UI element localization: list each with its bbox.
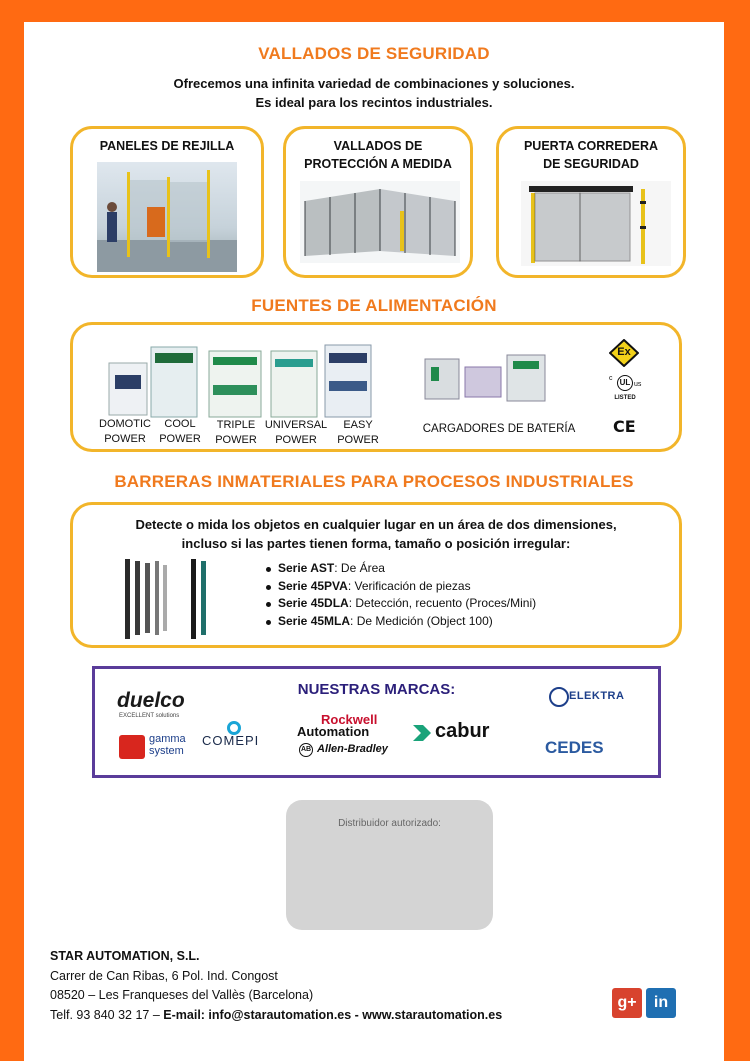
vallados-intro xyxy=(24,74,724,112)
custom-fence-image xyxy=(300,181,460,263)
series-name: Serie 45MLA xyxy=(278,613,351,628)
company-name: STAR AUTOMATION, S.L. xyxy=(50,949,200,963)
label-line1: DOMOTIC xyxy=(99,418,151,430)
cedes-logo: CEDES xyxy=(545,738,604,757)
series-desc: : Verificación de piezas xyxy=(347,578,471,593)
duelco-tagline: EXCELLENT solutions xyxy=(119,713,180,719)
elektra-icon xyxy=(549,687,569,707)
label-line1: EASY xyxy=(343,419,373,431)
label-cool-power xyxy=(155,417,205,447)
card-title-line2: DE SEGURIDAD xyxy=(543,157,639,171)
label-domotic-power xyxy=(98,417,152,447)
brands-title: NUESTRAS MARCAS: xyxy=(297,681,456,698)
label-triple-power xyxy=(211,418,261,448)
allen-bradley-logo: Allen-Bradley xyxy=(317,743,388,755)
label-line2: POWER xyxy=(104,433,146,445)
ce-mark-icon: CE xyxy=(613,417,636,436)
card-title-line1: PUERTA CORREDERA xyxy=(523,139,659,153)
address-line1: Carrer de Can Ribas, 6 Pol. Ind. Congost xyxy=(50,968,278,983)
section-title-fuentes: FUENTES DE ALIMENTACIÓN xyxy=(251,296,497,315)
ul-us: us xyxy=(634,381,642,388)
label-line2: POWER xyxy=(159,433,201,445)
card-title-line1: PANELES DE REJILLA xyxy=(99,139,235,153)
elektra-logo: ELEKTRA xyxy=(569,690,625,702)
card-title-line2: PROTECCIÓN A MEDIDA xyxy=(304,157,452,171)
footer-contact xyxy=(50,947,502,1025)
ul-mark: UL xyxy=(617,375,633,391)
cabur-logo: cabur xyxy=(435,720,490,742)
linkedin-icon[interactable]: in xyxy=(646,988,676,1018)
vallados-intro-line1: Ofrecemos una infinita variedad de combinaciones y soluciones. xyxy=(173,76,575,91)
series-desc: : De Medición (Object 100) xyxy=(350,613,493,628)
gamma-line1: gamma xyxy=(149,733,186,745)
comepi-logo: COMEPI xyxy=(202,733,260,748)
distributor-box xyxy=(286,800,493,930)
contact-line xyxy=(50,1006,502,1026)
ul-listed-text: LISTED xyxy=(614,395,636,401)
card-title xyxy=(499,137,683,173)
atex-ex-text: Ex xyxy=(617,346,631,358)
google-plus-icon[interactable]: g+ xyxy=(612,988,642,1018)
label-line1: COOL xyxy=(164,418,196,430)
label-line2: POWER xyxy=(275,434,317,446)
light-curtains-image xyxy=(121,557,225,641)
sliding-door-image xyxy=(521,181,671,266)
duelco-logo: duelco xyxy=(117,689,185,712)
rockwell-logo-line2: Automation xyxy=(297,724,370,739)
series-name: Serie 45PVA xyxy=(278,578,348,593)
allen-bradley-badge: AB xyxy=(299,743,313,757)
brands-box xyxy=(92,666,661,778)
list-item xyxy=(264,578,536,596)
barreras-intro xyxy=(73,515,679,553)
list-item xyxy=(264,595,536,613)
series-name: Serie AST xyxy=(278,561,335,575)
barreras-intro-line2: incluso si las partes tienen forma, tamaño o posición irregular: xyxy=(181,536,571,551)
power-supplies-panel xyxy=(70,322,682,452)
atex-ex-icon xyxy=(609,339,639,367)
cabur-arrow-icon xyxy=(413,725,431,741)
address-line2: 08520 – Les Franqueses del Vallès (Barcelona) xyxy=(50,988,314,1002)
vallados-intro-line2: Es ideal para los recintos industriales. xyxy=(255,95,493,110)
gamma-line2: system xyxy=(149,745,184,757)
brochure-page xyxy=(24,22,724,1061)
ul-c: c xyxy=(609,375,613,382)
gamma-system-icon xyxy=(119,735,145,759)
card-title-line1: VALLADOS DE xyxy=(333,139,423,153)
series-desc: : De Área xyxy=(334,561,385,575)
card-paneles-rejilla xyxy=(70,126,264,278)
label-line1: TRIPLE xyxy=(216,419,256,431)
email-web[interactable]: E-mail: info@starautomation.es - www.starautomation.es xyxy=(163,1007,503,1022)
label-universal-power xyxy=(263,418,329,448)
label-easy-power xyxy=(333,418,383,448)
gamma-system-logo xyxy=(149,733,186,757)
list-item xyxy=(264,613,536,631)
section-title-vallados: VALLADOS DE SEGURIDAD xyxy=(258,44,490,63)
label-line2: POWER xyxy=(337,434,379,446)
list-item xyxy=(264,560,536,578)
distributor-label: Distribuidor autorizado: xyxy=(338,818,441,829)
series-name: Serie 45DLA xyxy=(278,596,349,610)
label-cargadores: CARGADORES DE BATERÍA xyxy=(422,423,576,435)
card-vallados-medida xyxy=(283,126,473,278)
phone: Telf. 93 840 32 17 – xyxy=(50,1007,164,1022)
series-list xyxy=(264,560,536,630)
section-title-barreras: BARRERAS INMATERIALES PARA PROCESOS INDUSTRIALES xyxy=(114,472,634,491)
ul-listed-icon xyxy=(603,373,647,407)
power-supplies-image xyxy=(105,341,375,419)
card-puerta-corredera xyxy=(496,126,686,278)
rockwell-logo-line1: Rockwell xyxy=(321,712,378,727)
label-line1: UNIVERSAL xyxy=(264,419,328,431)
battery-chargers-image xyxy=(421,349,549,405)
barreras-intro-line1: Detecte o mida los objetos en cualquier lugar en un área de dos dimensiones, xyxy=(135,517,617,532)
factory-fence-image xyxy=(97,162,237,272)
series-desc: : Detección, recuento (Proces/Mini) xyxy=(348,596,537,610)
label-line2: POWER xyxy=(215,434,257,446)
card-title xyxy=(286,137,470,173)
